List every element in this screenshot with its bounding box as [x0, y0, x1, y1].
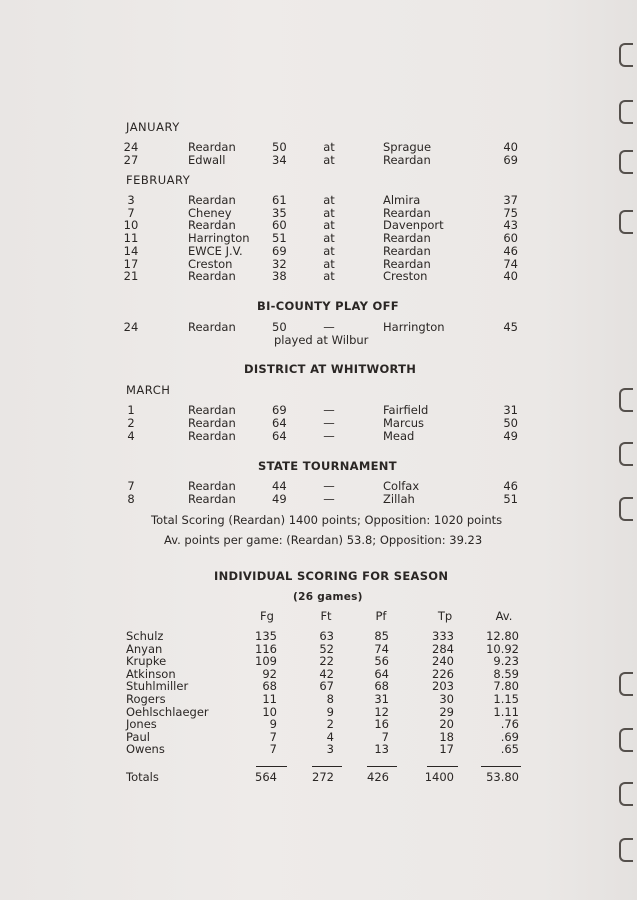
- totals-rule: [312, 766, 342, 767]
- game-separator: —: [323, 428, 335, 443]
- total-pf: 426: [367, 770, 389, 784]
- column-header: Ft: [320, 609, 332, 623]
- game-separator: at: [323, 243, 335, 258]
- stat-ft: 4: [326, 729, 334, 744]
- stat-pf: 7: [381, 729, 389, 744]
- home-score: 44: [272, 479, 287, 493]
- away-score: 51: [503, 492, 518, 506]
- game-date: 1: [127, 403, 135, 417]
- home-score: 64: [272, 415, 287, 430]
- home-score: 32: [272, 256, 287, 271]
- total-tp: 1400: [424, 770, 454, 784]
- away-team: Reardan: [383, 256, 431, 271]
- game-date: 4: [127, 428, 135, 443]
- column-header: Pf: [375, 609, 387, 623]
- away-team: Davenport: [383, 218, 444, 233]
- stat-tp: 20: [439, 717, 454, 732]
- game-date: 3: [127, 193, 135, 207]
- home-score: 64: [272, 428, 287, 443]
- away-team: Zillah: [383, 492, 415, 506]
- stat-pf: 68: [374, 679, 389, 694]
- away-team: Mead: [383, 428, 415, 443]
- document-page: JANUARY 24 Reardan 50 at Sprague 40 27 Edwall 34 at Reardan 69 FEBRUARY 3 Reardan 61 at Almira 37 7 Cheney 35 at Reardan 75 10 Reardan 60 at Davenport 43 11 Harrington 51 at Reardan 60 14 EWCE J.V. 69 at Reardan 46 17 Creston 32 at Reardan 74 21 Reardan 38 at Creston 40 BI-COUNTY PLAY OFF 24 Reardan 50 — Harrington 45 played at Wilbur DISTRICT AT WHITWORTH MARCH 1 Reardan 69 — Fairfield 31 2 Reardan 64 — Marcus 50 4 Reardan 64 — Mead 49 STATE TOURNAMENT 7 Reardan 44 — Colfax 46 8 Reardan 49 — Zillah 51 Total Scoring (Reardan) 1400 points; Opposition: 1020 points Av. points per game: (Reardan) 53.8; Opposition: 39.23 INDIVIDUAL SCORING FOR SEASON (26 games) Fg Ft Pf Tp Av. Schulz 135 63 85 333 12.80 Anyan 116 52 74 284 10.92 Krupke 109 22 56 240 9.23 Atkinson 92 42 64 226 8.59 Stuhlmiller 68 67 68 203 7.80 Rogers 11 8 31 30 1.15 Oehlschlaeger 10 9 12 29 1.11 Jones 9 2 16 20 .76 Paul 7 4 7 18 .69 Owens 7 3 13 17 .65 Totals 564 272 426 1400 53.80: [0, 0, 637, 900]
- game-separator: at: [323, 269, 335, 284]
- stat-ft: 42: [319, 666, 334, 681]
- away-score: 43: [503, 218, 518, 233]
- stat-av: .65: [500, 742, 519, 757]
- stat-pf: 31: [374, 692, 389, 706]
- stat-pf: 13: [374, 742, 389, 757]
- stat-ft: 22: [319, 654, 334, 669]
- away-score: 75: [503, 205, 518, 220]
- game-date: 10: [123, 218, 139, 233]
- stat-fg: 116: [255, 641, 277, 656]
- stat-fg: 7: [269, 742, 277, 757]
- stat-fg: 11: [262, 692, 277, 706]
- month-label-january: JANUARY: [126, 120, 180, 134]
- away-score: 69: [503, 153, 518, 167]
- player-name: Rogers: [126, 692, 166, 706]
- stat-tp: 17: [439, 742, 454, 757]
- home-score: 61: [272, 193, 287, 207]
- home-team: Reardan: [188, 403, 236, 417]
- away-score: 40: [503, 269, 518, 284]
- stat-ft: 52: [319, 641, 334, 656]
- game-separator: at: [323, 205, 335, 220]
- away-score: 49: [503, 428, 518, 443]
- home-team: EWCE J.V.: [188, 243, 243, 258]
- stat-av: 1.11: [493, 704, 519, 719]
- game-separator: at: [323, 231, 335, 246]
- player-name: Anyan: [126, 641, 163, 656]
- stat-tp: 333: [432, 629, 454, 643]
- stat-pf: 16: [374, 717, 389, 732]
- column-header: Fg: [260, 609, 274, 623]
- month-label-february: FEBRUARY: [126, 173, 191, 187]
- home-team: Edwall: [188, 153, 226, 167]
- stat-pf: 85: [374, 629, 389, 643]
- game-separator: —: [323, 492, 335, 506]
- player-name: Stuhlmiller: [126, 679, 189, 694]
- stat-fg: 92: [262, 666, 277, 681]
- binder-ring: [619, 100, 633, 124]
- home-team: Reardan: [188, 193, 236, 207]
- home-team: Reardan: [188, 479, 236, 493]
- stat-av: .69: [500, 729, 519, 744]
- binder-ring: [619, 782, 633, 806]
- player-name: Owens: [126, 742, 165, 757]
- player-name: Krupke: [126, 654, 167, 669]
- home-team: Reardan: [188, 320, 236, 334]
- state-heading: STATE TOURNAMENT: [258, 459, 397, 473]
- stat-av: 1.15: [493, 692, 519, 706]
- game-date: 24: [123, 140, 139, 154]
- stat-av: 8.59: [493, 666, 519, 681]
- home-score: 49: [272, 492, 287, 506]
- stat-av: 9.23: [493, 654, 519, 669]
- away-score: 60: [503, 231, 518, 246]
- binder-ring: [619, 388, 633, 412]
- stat-pf: 56: [374, 654, 389, 669]
- month-label-march: MARCH: [126, 383, 171, 397]
- away-team: Reardan: [383, 205, 431, 220]
- away-score: 46: [503, 243, 518, 258]
- binder-ring: [619, 497, 633, 521]
- away-score: 40: [503, 140, 518, 154]
- away-team: Marcus: [383, 415, 425, 430]
- game-separator: —: [323, 415, 335, 430]
- player-name: Oehlschlaeger: [126, 704, 209, 719]
- home-team: Harrington: [188, 231, 250, 246]
- game-date: 21: [123, 269, 139, 284]
- player-name: Paul: [126, 729, 150, 744]
- stat-av: 10.92: [486, 641, 519, 656]
- totals-rule: [481, 766, 521, 767]
- away-team: Almira: [383, 193, 421, 207]
- home-team: Reardan: [188, 415, 236, 430]
- away-score: 50: [503, 415, 518, 430]
- binder-ring: [619, 672, 633, 696]
- binder-ring: [619, 728, 633, 752]
- binder-ring: [619, 150, 633, 174]
- home-score: 50: [272, 140, 287, 154]
- game-separator: at: [323, 218, 335, 233]
- home-score: 51: [272, 231, 287, 246]
- player-name: Jones: [126, 717, 157, 732]
- home-score: 69: [272, 243, 287, 258]
- stat-ft: 2: [326, 717, 334, 732]
- game-separator: at: [323, 153, 335, 167]
- game-date: 27: [123, 153, 139, 167]
- stat-tp: 226: [432, 666, 454, 681]
- total-scoring-line: Total Scoring (Reardan) 1400 points; Opposition: 1020 points: [151, 513, 503, 527]
- game-date: 7: [127, 479, 135, 493]
- away-score: 37: [503, 193, 518, 207]
- game-separator: —: [323, 320, 335, 334]
- game-separator: at: [323, 140, 335, 154]
- stat-pf: 74: [374, 641, 389, 656]
- game-date: 2: [127, 415, 135, 430]
- column-header: Tp: [437, 609, 453, 623]
- away-score: 46: [503, 479, 518, 493]
- stat-fg: 10: [262, 704, 277, 719]
- stat-fg: 9: [269, 717, 277, 732]
- stat-ft: 67: [319, 679, 334, 694]
- stat-tp: 30: [439, 692, 454, 706]
- totals-rule: [256, 766, 287, 767]
- away-team: Creston: [383, 269, 428, 284]
- away-team: Reardan: [383, 153, 431, 167]
- game-separator: —: [323, 479, 335, 493]
- total-av: 53.80: [486, 770, 519, 784]
- stat-ft: 8: [326, 692, 334, 706]
- away-team: Reardan: [383, 231, 431, 246]
- home-score: 38: [272, 269, 287, 284]
- game-date: 8: [127, 492, 135, 506]
- game-date: 14: [123, 243, 139, 258]
- individual-subheading: (26 games): [293, 591, 363, 603]
- binder-ring: [619, 210, 633, 234]
- home-team: Reardan: [188, 269, 236, 284]
- stat-ft: 3: [326, 742, 334, 757]
- home-team: Cheney: [188, 205, 232, 220]
- home-team: Reardan: [188, 492, 236, 506]
- stat-av: 7.80: [493, 679, 519, 694]
- binder-ring: [619, 838, 633, 862]
- away-score: 74: [503, 256, 518, 271]
- stat-tp: 284: [432, 641, 454, 656]
- individual-heading: INDIVIDUAL SCORING FOR SEASON: [214, 569, 449, 583]
- away-score: 45: [503, 320, 518, 334]
- game-date: 17: [123, 256, 139, 271]
- totals-rule: [427, 766, 458, 767]
- home-score: 69: [272, 403, 287, 417]
- home-score: 34: [272, 153, 287, 167]
- home-score: 35: [272, 205, 287, 220]
- stat-av: .76: [500, 717, 519, 732]
- binder-ring: [619, 43, 633, 67]
- stat-av: 12.80: [486, 629, 519, 643]
- stat-fg: 7: [269, 729, 277, 744]
- district-heading: DISTRICT AT WHITWORTH: [244, 362, 417, 376]
- home-score: 50: [272, 320, 287, 334]
- home-team: Reardan: [188, 218, 236, 233]
- stat-tp: 18: [439, 729, 454, 744]
- away-team: Sprague: [383, 140, 432, 154]
- totals-rule: [367, 766, 397, 767]
- home-score: 60: [272, 218, 287, 233]
- away-score: 31: [503, 403, 518, 417]
- stat-ft: 9: [326, 704, 334, 719]
- player-name: Schulz: [126, 629, 164, 643]
- total-fg: 564: [255, 770, 277, 784]
- average-points-line: Av. points per game: (Reardan) 53.8; Opposition: 39.23: [164, 533, 483, 547]
- stat-tp: 203: [432, 679, 454, 694]
- stat-pf: 64: [374, 666, 389, 681]
- away-team: Reardan: [383, 243, 431, 258]
- away-team: Harrington: [383, 320, 445, 334]
- game-separator: at: [323, 193, 335, 207]
- binder-ring: [619, 442, 633, 466]
- stat-tp: 240: [432, 654, 454, 669]
- home-team: Reardan: [188, 140, 236, 154]
- home-team: Creston: [188, 256, 233, 271]
- stat-ft: 63: [319, 629, 334, 643]
- bicounty-note: played at Wilbur: [274, 333, 369, 347]
- totals-label: Totals: [126, 770, 159, 784]
- game-date: 7: [127, 205, 135, 220]
- column-header: Av.: [495, 609, 513, 623]
- game-separator: at: [323, 256, 335, 271]
- game-date: 24: [123, 320, 139, 334]
- player-name: Atkinson: [126, 666, 176, 681]
- game-separator: —: [323, 403, 335, 417]
- home-team: Reardan: [188, 428, 236, 443]
- total-ft: 272: [312, 770, 334, 784]
- game-date: 11: [123, 231, 139, 246]
- stat-tp: 29: [439, 704, 454, 719]
- away-team: Fairfield: [383, 403, 429, 417]
- stat-fg: 135: [255, 629, 277, 643]
- stat-fg: 109: [255, 654, 277, 669]
- away-team: Colfax: [383, 479, 420, 493]
- stat-fg: 68: [262, 679, 277, 694]
- stat-pf: 12: [374, 704, 389, 719]
